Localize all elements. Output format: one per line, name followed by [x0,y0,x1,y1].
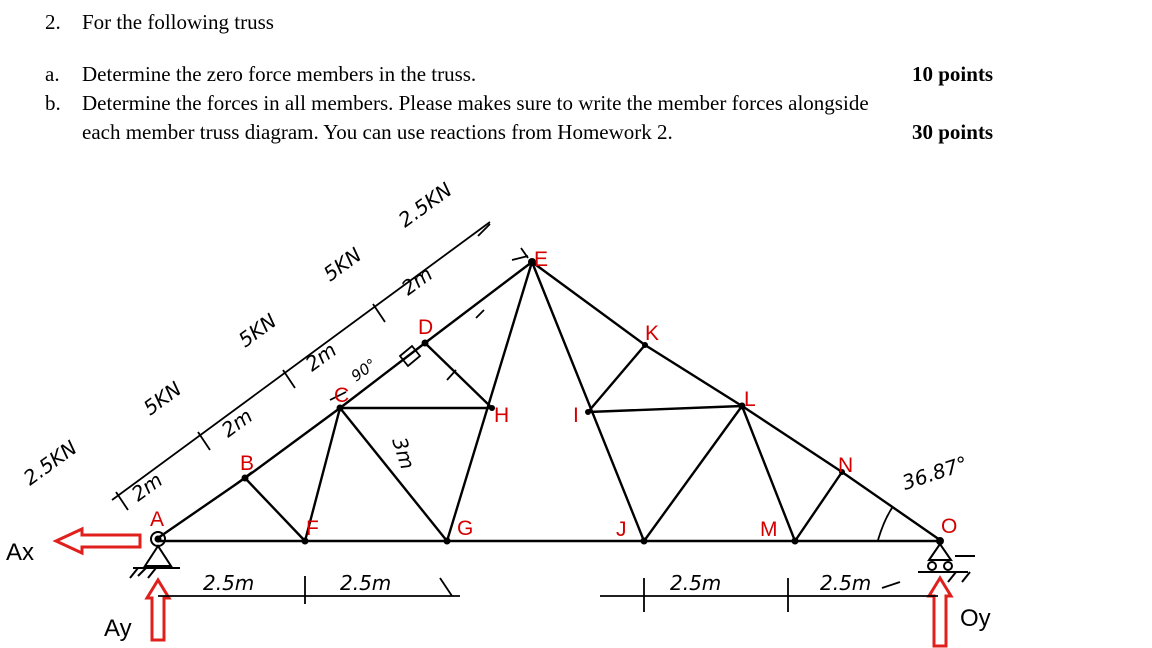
bottom-spacing-4: 2.5m [820,571,872,595]
member-ab [158,478,245,538]
node-label-a: A [150,508,165,531]
member-bf [245,478,305,541]
top-spacing-3: 2m [300,337,342,377]
angle-label: 36.87° [899,451,971,495]
part-b-line2: each member truss diagram. You can use reactions from Homework 2. [82,120,673,144]
part-b-letter: b. [45,91,61,115]
bottom-spacing-3: 2.5m [670,571,722,595]
load-label-5: 2.5KN [393,177,457,233]
node-label-l: L [744,388,756,411]
top-spacing-2: 2m [216,403,258,443]
member-cg [340,408,447,541]
bottom-spacing-2: 2.5m [340,571,392,595]
node-label-c: C [334,384,350,407]
node-label-b: B [240,452,255,475]
reaction-label-ay: Ay [104,615,132,642]
node-label-g: G [457,517,474,540]
right-angle-label: 90° [347,355,380,386]
member-dh [425,343,492,408]
reaction-label-oy: Oy [960,605,991,632]
node-label-o: O [941,515,958,538]
part-a-points: 10 points [912,62,994,86]
top-spacing-4: 2m [396,261,438,301]
ay-arrow [147,580,169,640]
load-label-1: 2.5KN [18,435,82,491]
part-b-points: 30 points [912,120,994,144]
ax-arrow [56,529,140,553]
part-a-letter: a. [45,62,60,86]
member-eg [447,262,532,541]
member-de [425,262,532,343]
node-label-k: K [645,322,660,345]
member-lj [644,406,742,541]
member-bc [245,408,340,478]
reaction-arrows [56,529,951,646]
node-label-e: E [534,248,549,271]
node-label-d: D [418,316,434,339]
member-mn [795,472,842,541]
member-ik [588,345,645,412]
member-il [588,406,742,412]
node-label-f: F [306,517,319,540]
node-label-j: J [616,518,627,541]
member-kl [645,345,742,406]
node-label-h: H [494,404,510,427]
oy-arrow [929,578,951,646]
top-spacing-1: 2m [126,467,168,507]
load-label-2: 5KN [138,376,186,421]
truss-members [158,262,940,541]
part-a-text: Determine the zero force members in the truss. [82,62,477,86]
member-ln [742,406,842,472]
bottom-spacing-1: 2.5m [203,571,255,595]
load-label-3: 5KN [233,308,281,353]
problem-heading: For the following truss [82,10,274,34]
height-label: 3m [387,434,421,473]
node-label-n: N [838,454,854,477]
load-label-4: 5KN [318,242,366,287]
problem-number: 2. [45,10,61,34]
roller-support-o [918,538,975,582]
node-label-m: M [760,518,778,541]
node-label-i: I [573,404,579,427]
part-b-line1: Determine the forces in all members. Please makes sure to write the member forces alongside [82,91,869,115]
reaction-label-ax: Ax [6,539,35,566]
